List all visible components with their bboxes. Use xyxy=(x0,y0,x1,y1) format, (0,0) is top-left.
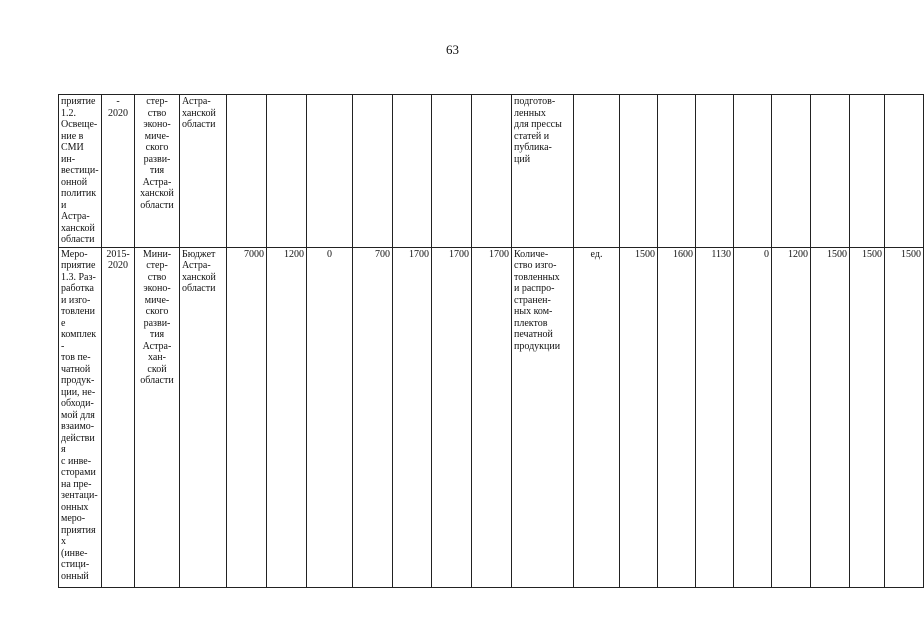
program-table xyxy=(58,94,924,588)
target-cell: 1500 xyxy=(620,247,658,587)
funding-year-cell: 1700 xyxy=(393,247,432,587)
target-cell xyxy=(811,95,850,248)
target-cell xyxy=(658,95,696,248)
funding-year-cell xyxy=(472,95,512,248)
period-cell: - 2020 xyxy=(102,95,135,248)
funding-year-cell xyxy=(393,95,432,248)
target-cell: 1600 xyxy=(658,247,696,587)
executor-cell: Мини- стер- ство эконо- миче- ского разви- тия Астра- хан- ской области xyxy=(135,247,180,587)
target-cell: 1200 xyxy=(772,247,811,587)
page-number: 63 xyxy=(446,42,459,57)
funding-year-cell: 700 xyxy=(353,247,393,587)
measure-cell: Меро- приятие 1.3. Раз- работка и изго- товление комплек- тов пе- чатной продук- ции, не- обходи- мой для взаимо- действия с инве- сторами на пре- зентаци- онных меро- приятиях (инве- стици- онный xyxy=(59,247,102,587)
target-cell: 0 xyxy=(734,247,772,587)
funding-source-cell: Бюджет Астра- ханской области xyxy=(180,247,227,587)
funding-year-cell xyxy=(353,95,393,248)
target-cell xyxy=(850,95,885,248)
funding-year-cell xyxy=(307,95,353,248)
measure-cell: приятие 1.2. Освеще- ние в СМИ ин- вестици- онной политики Астра- ханской области xyxy=(59,95,102,248)
target-cell: 1500 xyxy=(885,247,924,587)
target-cell xyxy=(620,95,658,248)
funding-year-cell: 1700 xyxy=(472,247,512,587)
target-cell xyxy=(734,95,772,248)
funding-total-cell xyxy=(227,95,267,248)
funding-total-cell: 7000 xyxy=(227,247,267,587)
table-row xyxy=(59,247,924,587)
target-cell: 1130 xyxy=(696,247,734,587)
indicator-cell: подготов- ленных для прессы статей и публика- ций xyxy=(512,95,574,248)
funding-year-cell xyxy=(267,95,307,248)
indicator-cell: Количе- ство изго- товленных и распро- странен- ных ком- плектов печатной продукции xyxy=(512,247,574,587)
target-cell xyxy=(885,95,924,248)
target-cell: 1500 xyxy=(850,247,885,587)
unit-cell: ед. xyxy=(574,247,620,587)
target-cell: 1500 xyxy=(811,247,850,587)
target-cell xyxy=(772,95,811,248)
target-cell xyxy=(696,95,734,248)
funding-year-cell: 1200 xyxy=(267,247,307,587)
funding-year-cell xyxy=(432,95,472,248)
unit-cell xyxy=(574,95,620,248)
funding-source-cell: Астра- ханской области xyxy=(180,95,227,248)
table-row xyxy=(59,95,924,248)
period-cell: 2015- 2020 xyxy=(102,247,135,587)
funding-year-cell: 1700 xyxy=(432,247,472,587)
executor-cell: стер- ство эконо- миче- ского разви- тия Астра- ханской области xyxy=(135,95,180,248)
funding-year-cell: 0 xyxy=(307,247,353,587)
